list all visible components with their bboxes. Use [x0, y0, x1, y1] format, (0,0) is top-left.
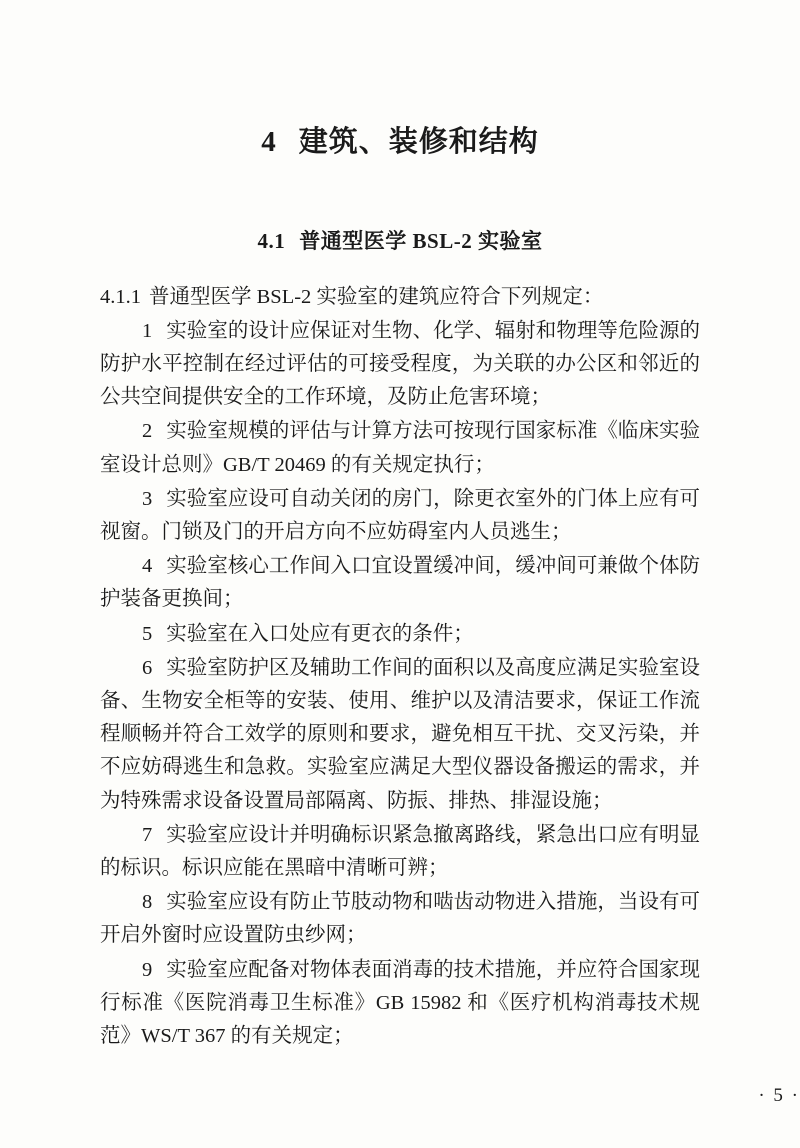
- item-index: 3: [142, 487, 153, 510]
- item-text: 实验室应配备对物体表面消毒的技术措施，并应符合国家现行标准《医院消毒卫生标准》GB 15982 和《医疗机构消毒技术规范》WS/T 367 的有关规定；: [100, 958, 700, 1048]
- chapter-heading: [100, 122, 700, 163]
- chapter-number: 4: [261, 126, 277, 158]
- list-item: [100, 954, 700, 1054]
- clause-label: 4.1.1: [100, 285, 141, 308]
- item-index: 8: [142, 891, 153, 914]
- item-text: 实验室应设计并明确标识紧急撤离路线，紧急出口应有明显的标识。标识应能在黑暗中清晰可辨；: [100, 823, 700, 880]
- item-text: 实验室规模的评估与计算方法可按现行国家标准《临床实验室设计总则》GB/T 20469 的有关规定执行；: [100, 420, 700, 476]
- list-item: [100, 886, 700, 952]
- list-item: [100, 315, 700, 415]
- list-item: [100, 652, 700, 818]
- chapter-title-text: 建筑、装修和结构: [298, 126, 539, 158]
- list-item: [100, 550, 700, 616]
- section-title-text: 普通型医学 BSL-2 实验室: [299, 228, 543, 253]
- list-item: [100, 819, 700, 885]
- clause-text: 普通型医学 BSL-2 实验室的建筑应符合下列规定：: [149, 285, 604, 308]
- item-text: 实验室应设可自动关闭的房门，除更衣室外的门体上应有可视窗。门锁及门的开启方向不应妨碍室内人员逃生；: [100, 487, 700, 544]
- item-index: 6: [142, 656, 153, 679]
- item-text: 实验室应设有防止节肢动物和啮齿动物进入措施，当设有可开启外窗时应设置防虫纱网；: [100, 891, 700, 947]
- item-text: 实验室防护区及辅助工作间的面积以及高度应满足实验室设备、生物安全柜等的安装、使用、维护以及清洁要求，保证工作流程顺畅并符合工效学的原则和要求，避免相互干扰、交叉污染，并不应妨碍逃生和急救。实验室应满足大型仪器设备搬运的需求，并为特殊需求设备设置局部隔离、防振、排热、排湿设施；: [100, 656, 700, 812]
- item-index: 5: [142, 622, 153, 645]
- item-index: 4: [142, 555, 153, 578]
- item-index: 2: [142, 420, 153, 443]
- item-index: 1: [142, 319, 153, 342]
- page-content: [100, 100, 800, 1106]
- item-index: 9: [142, 958, 153, 981]
- section-heading: [100, 225, 700, 255]
- list-item: [100, 618, 700, 651]
- clause-4-1-1: [100, 281, 700, 314]
- list-item: [100, 415, 700, 481]
- item-index: 7: [142, 823, 153, 846]
- item-text: 实验室在入口处应有更衣的条件；: [166, 622, 474, 645]
- page-number: · 5 ·: [758, 1085, 800, 1106]
- item-text: 实验室核心工作间入口宜设置缓冲间，缓冲间可兼做个体防护装备更换间；: [100, 555, 700, 611]
- section-number: 4.1: [257, 228, 286, 253]
- list-item: [100, 483, 700, 549]
- item-text: 实验室的设计应保证对生物、化学、辐射和物理等危险源的防护水平控制在经过评估的可接受程度，为关联的办公区和邻近的公共空间提供安全的工作环境，及防止危害环境；: [100, 319, 700, 409]
